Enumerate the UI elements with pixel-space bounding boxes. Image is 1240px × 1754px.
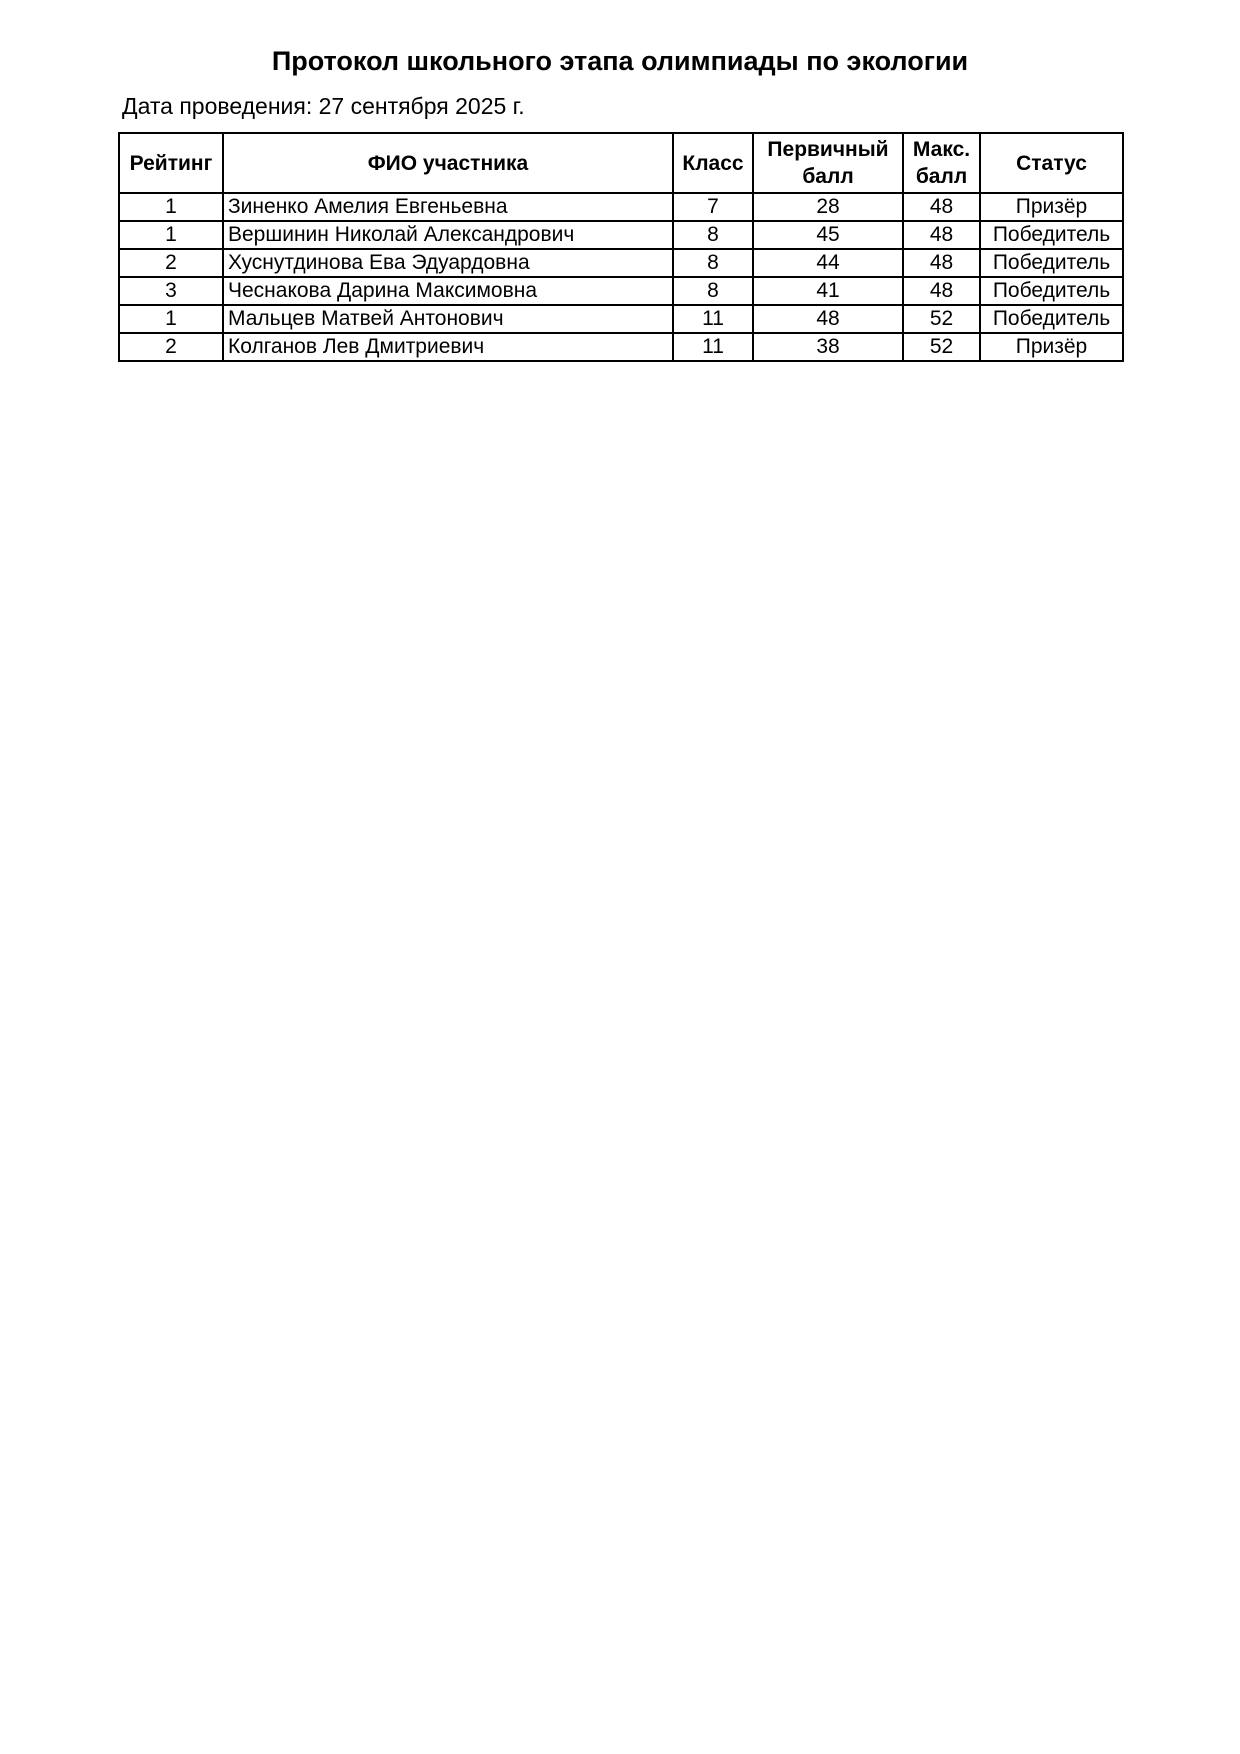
primary-score-cell: 48 xyxy=(753,305,903,333)
table-row xyxy=(119,305,1123,333)
header-primary-score: Первичный балл xyxy=(753,133,903,193)
table-row xyxy=(119,333,1123,361)
header-max-score: Макс. балл xyxy=(903,133,980,193)
grade-cell: 8 xyxy=(673,277,753,305)
max-score-cell: 52 xyxy=(903,333,980,361)
grade-cell: 8 xyxy=(673,221,753,249)
table-row xyxy=(119,221,1123,249)
max-score-cell: 48 xyxy=(903,193,980,221)
header-rank: Рейтинг xyxy=(119,133,223,193)
rank-cell: 2 xyxy=(119,333,223,361)
status-cell: Победитель xyxy=(980,305,1123,333)
name-cell: Мальцев Матвей Антонович xyxy=(223,305,673,333)
rank-cell: 3 xyxy=(119,277,223,305)
status-cell: Победитель xyxy=(980,221,1123,249)
name-cell: Колганов Лев Дмитриевич xyxy=(223,333,673,361)
max-score-cell: 48 xyxy=(903,277,980,305)
primary-score-cell: 28 xyxy=(753,193,903,221)
primary-score-cell: 45 xyxy=(753,221,903,249)
header-name: ФИО участника xyxy=(223,133,673,193)
grade-cell: 7 xyxy=(673,193,753,221)
status-cell: Победитель xyxy=(980,277,1123,305)
status-cell: Призёр xyxy=(980,193,1123,221)
primary-score-cell: 44 xyxy=(753,249,903,277)
rank-cell: 1 xyxy=(119,193,223,221)
table-row xyxy=(119,193,1123,221)
table-row xyxy=(119,277,1123,305)
page-title: Протокол школьного этапа олимпиады по экологии xyxy=(271,46,969,76)
event-date: Дата проведения: 27 сентября 2025 г. xyxy=(122,93,525,119)
name-cell: Хуснутдинова Ева Эдуардовна xyxy=(223,249,673,277)
rank-cell: 1 xyxy=(119,221,223,249)
max-score-cell: 48 xyxy=(903,221,980,249)
max-score-cell: 48 xyxy=(903,249,980,277)
status-cell: Призёр xyxy=(980,333,1123,361)
header-status: Статус xyxy=(980,133,1123,193)
primary-score-cell: 41 xyxy=(753,277,903,305)
table-row xyxy=(119,249,1123,277)
status-cell: Победитель xyxy=(980,249,1123,277)
primary-score-cell: 38 xyxy=(753,333,903,361)
grade-cell: 8 xyxy=(673,249,753,277)
rank-cell: 2 xyxy=(119,249,223,277)
header-grade: Класс xyxy=(673,133,753,193)
name-cell: Зиненко Амелия Евгеньевна xyxy=(223,193,673,221)
results-table xyxy=(118,132,1124,362)
table-header-row xyxy=(119,133,1123,193)
name-cell: Вершинин Николай Александрович xyxy=(223,221,673,249)
name-cell: Чеснакова Дарина Максимовна xyxy=(223,277,673,305)
grade-cell: 11 xyxy=(673,305,753,333)
rank-cell: 1 xyxy=(119,305,223,333)
grade-cell: 11 xyxy=(673,333,753,361)
max-score-cell: 52 xyxy=(903,305,980,333)
